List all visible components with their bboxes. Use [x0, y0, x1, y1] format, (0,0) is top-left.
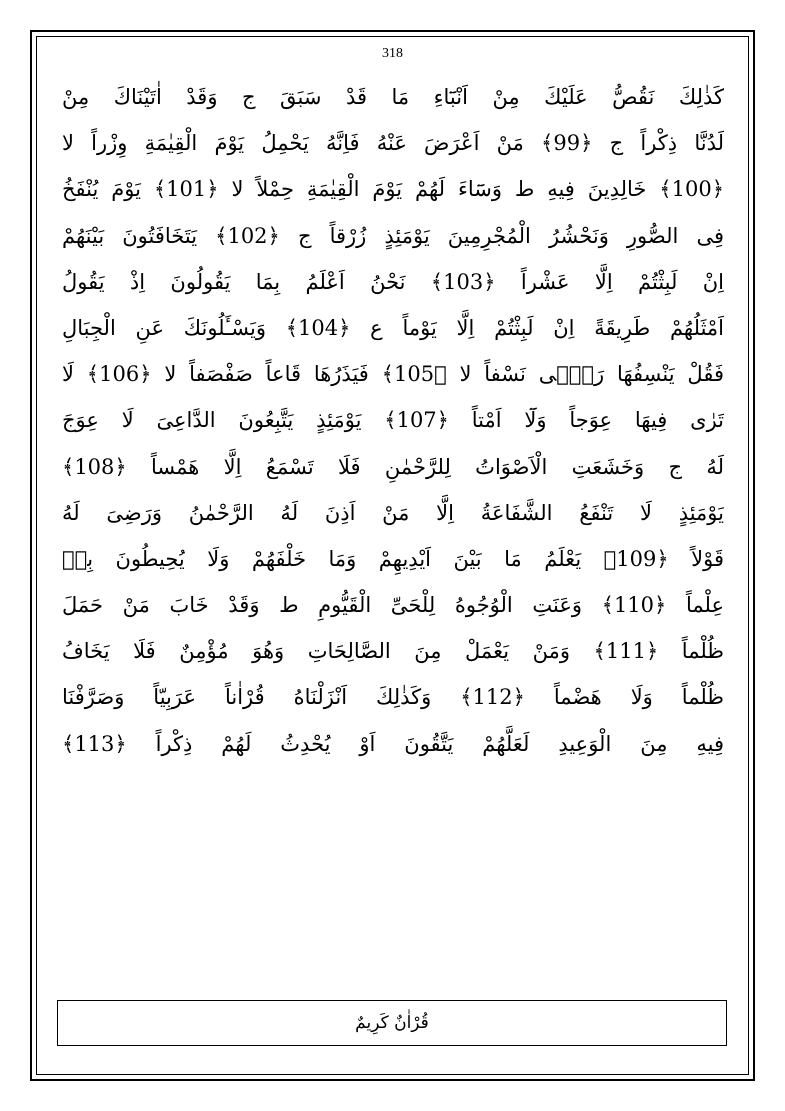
text-line: ظُلْماً وَلَا هَضْماً ﴿112﴾ وَكَذٰلِكَ اَنْزَلْنَاهُ قُرْاٰناً عَرَبِيّاً وَصَرَّفْنَا [62, 685, 724, 710]
text-line: فِيهِ مِنَ الْوَعِيدِ لَعَلَّهُمْ يَتَّقُونَ اَوْ يُحْدِثُ لَهُمْ ذِكْراً ﴿113﴾ [62, 731, 724, 756]
text-line: اَمْثَلُهُمْ طَرِيقَةً اِنْ لَبِثْتُمْ اِلَّا يَوْماً ع ﴿104﴾ وَيَسْـَٔلُونَكَ عَنِ الْجِبَالِ [62, 315, 724, 340]
text-line: قَوْلاً ﴿109﴾ يَعْلَمُ مَا بَيْنَ اَيْدِيهِمْ وَمَا خَلْفَهُمْ وَلَا يُحِيطُونَ بِه۪ [62, 546, 724, 571]
text-line: فَقُلْ يَنْسِفُهَا رَبّ۪ى نَسْفاً لا ﴿105﴾ فَيَذَرُهَا قَاعاً صَفْصَفاً لا ﴿106﴾ لَا [62, 362, 724, 387]
text-line: عِلْماً ﴿110﴾ وَعَنَتِ الْوُجُوهُ لِلْحَىِّ الْقَيُّومِ ط وَقَدْ خَابَ مَنْ حَمَلَ [62, 593, 724, 618]
text-line: ظُلْماً ﴿111﴾ وَمَنْ يَعْمَلْ مِنَ الصَّالِحَاتِ وَهُوَ مُؤْمِنٌ فَلَا يَخَافُ [62, 639, 724, 664]
text-line: يَوْمَئِذٍ لَا تَنْفَعُ الشَّفَاعَةُ اِلَّا مَنْ اَذِنَ لَهُ الرَّحْمٰنُ وَرَضِىَ لَهُ [62, 500, 724, 525]
text-line: لَدُنَّا ذِكْراً ج ﴿99﴾ مَنْ اَعْرَضَ عَنْهُ فَاِنَّهُ يَحْمِلُ يَوْمَ الْقِيٰمَةِ وِزْراً لا [62, 131, 724, 156]
text-line: ﴿100﴾ خَالِدِينَ فِيهِ ط وَسَٓاءَ لَهُمْ يَوْمَ الْقِيٰمَةِ حِمْلاً لا ﴿101﴾ يَوْمَ يُنْفَخُ [62, 177, 724, 202]
text-line: فِى الصُّورِ وَنَحْشُرُ الْمُجْرِمِينَ يَوْمَئِذٍ زُرْقاً ج ﴿102﴾ يَتَخَافَتُونَ بَيْنَهُمْ [62, 223, 724, 248]
quran-text-block [62, 74, 724, 767]
text-line: تَرٰى فِيهَا عِوَجاً وَلَٓا اَمْتاً ﴿107﴾ يَوْمَئِذٍ يَتَّبِعُونَ الدَّاعِىَ لَا عِوَجَ [62, 408, 724, 433]
text-line: اِنْ لَبِثْتُمْ اِلَّا عَشْراً ﴿103﴾ نَحْنُ اَعْلَمُ بِمَا يَقُولُونَ اِذْ يَقُولُ [62, 269, 724, 294]
page-number: 318 [382, 46, 403, 61]
text-line: لَهُ ج وَخَشَعَتِ الْاَصْوَاتُ لِلرَّحْمٰنِ فَلَا تَسْمَعُ اِلَّا هَمْساً ﴿108﴾ [62, 454, 724, 479]
footer-label: قُرْاٰنٌ كَرِيمٌ [355, 1013, 429, 1033]
footer-banner [57, 1000, 727, 1046]
text-line: كَذٰلِكَ نَقُصُّ عَلَيْكَ مِنْ اَنْبَٓاءِ مَا قَدْ سَبَقَ ج وَقَدْ اٰتَيْنَاكَ مِنْ [62, 85, 724, 109]
